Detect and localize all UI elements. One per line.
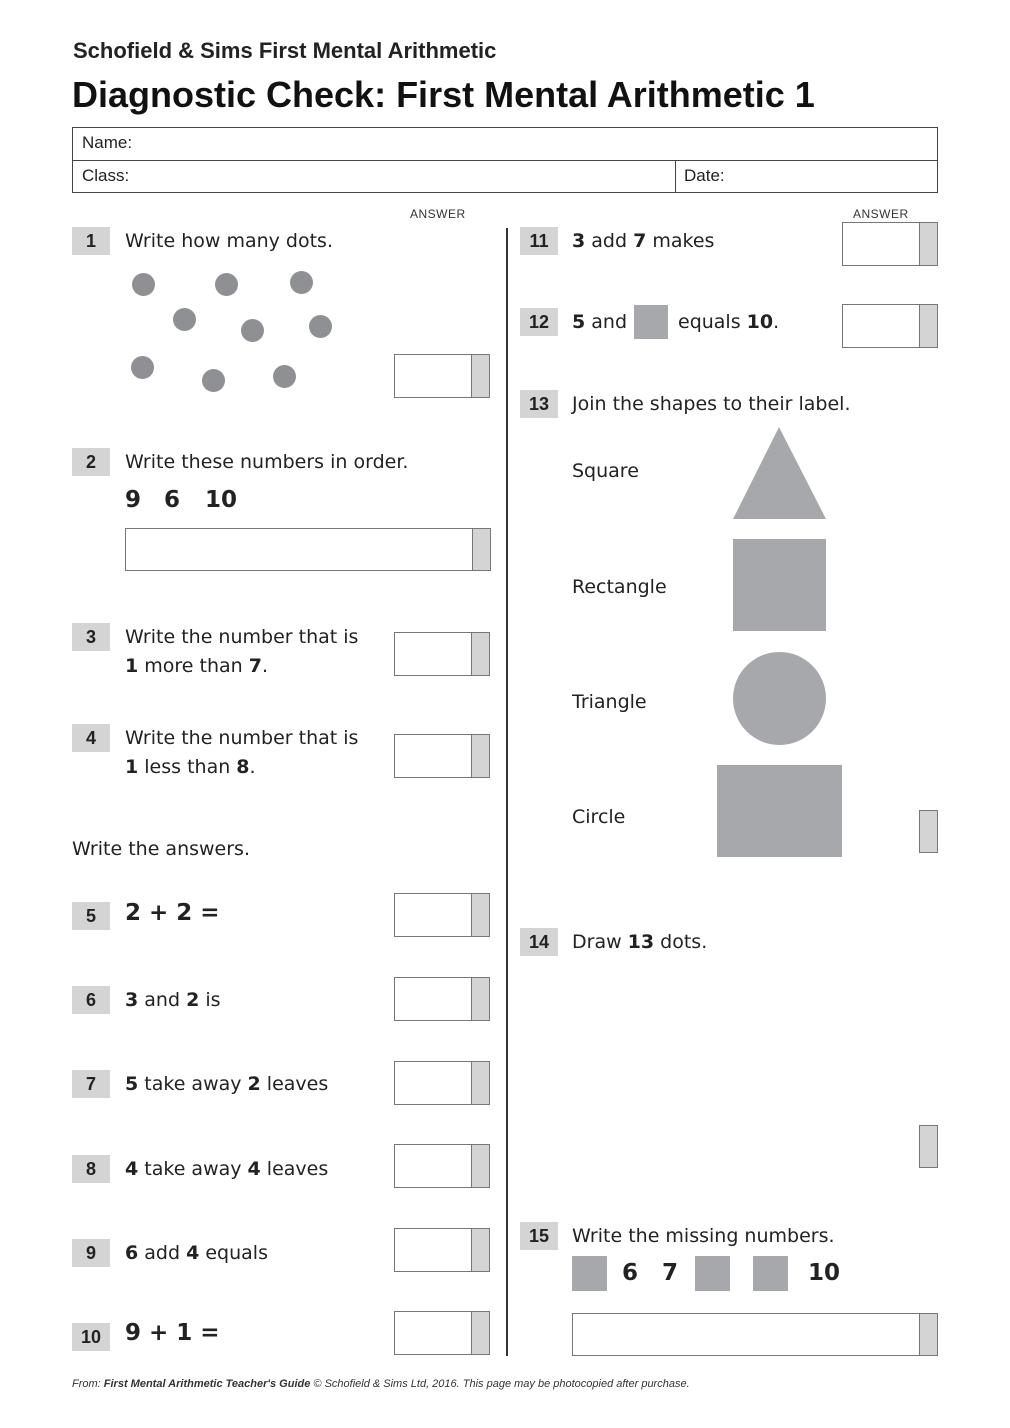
shape-label-triangle[interactable]: Triangle <box>572 691 647 713</box>
question-number: 6 <box>72 986 110 1014</box>
drawing-area[interactable] <box>572 965 902 1165</box>
question-number: 4 <box>72 724 110 752</box>
question-number: 12 <box>520 308 558 336</box>
question-number: 9 <box>72 1239 110 1267</box>
missing-number-square <box>753 1256 788 1291</box>
column-divider <box>506 228 508 1356</box>
dot <box>273 365 296 388</box>
shape-label-circle[interactable]: Circle <box>572 806 626 828</box>
answer-box[interactable] <box>394 893 490 937</box>
question-number: 5 <box>72 902 110 930</box>
page-title: Diagnostic Check: First Mental Arithmetic 1 <box>72 74 815 115</box>
answer-box[interactable] <box>394 977 490 1021</box>
question-number: 3 <box>72 623 110 651</box>
answer-box[interactable] <box>842 304 938 348</box>
footer-text: From: First Mental Arithmetic Teacher's Guide © Schofield & Sims Ltd, 2016. This page may be photocopied after purchase. <box>72 1378 690 1390</box>
circle-shape[interactable] <box>733 652 826 745</box>
answer-box[interactable] <box>394 734 490 778</box>
answer-header-right: ANSWER <box>853 207 909 221</box>
mark-tab <box>919 1125 938 1168</box>
answer-box[interactable] <box>394 1144 490 1188</box>
name-label: Name: <box>82 133 133 152</box>
question-text: Draw 13 dots. <box>572 931 708 953</box>
question-expression: 9 + 1 = <box>125 1320 220 1346</box>
triangle-shape[interactable] <box>732 426 827 520</box>
question-text: 5 and <box>572 311 628 333</box>
answer-box[interactable] <box>394 354 490 398</box>
sequence-number: 7 <box>662 1260 679 1286</box>
question-number: 10 <box>72 1323 110 1351</box>
question-text: 3 add 7 makes <box>572 230 715 252</box>
mark-tab <box>471 355 489 397</box>
dot <box>215 273 238 296</box>
answer-box[interactable] <box>394 1061 490 1105</box>
date-label: Date: <box>684 166 725 185</box>
rectangle-shape[interactable] <box>717 765 842 857</box>
mark-tab <box>919 305 937 347</box>
dot <box>131 356 154 379</box>
dot <box>241 319 264 342</box>
wide-answer-box[interactable] <box>572 1313 938 1356</box>
question-text: Write the number that is 1 less than 8. <box>125 727 359 778</box>
shape-label-rectangle[interactable]: Rectangle <box>572 576 667 598</box>
question-text: Write how many dots. <box>125 230 333 252</box>
instruction-text: Write the answers. <box>72 838 250 860</box>
mark-tab <box>472 529 490 570</box>
mark-tab <box>471 1229 489 1271</box>
mark-tab <box>471 1062 489 1104</box>
question-number: 8 <box>72 1155 110 1183</box>
question-text: Write these numbers in order. <box>125 451 409 473</box>
question-number: 15 <box>520 1222 558 1250</box>
question-number: 13 <box>520 390 558 418</box>
mark-tab <box>919 810 938 853</box>
class-label: Class: <box>82 166 130 185</box>
question-number: 14 <box>520 928 558 956</box>
question-text: 6 add 4 equals <box>125 1242 268 1264</box>
student-info-box <box>72 127 938 193</box>
sequence-number: 10 <box>808 1260 841 1286</box>
mark-tab <box>919 223 937 265</box>
question-text: Write the missing numbers. <box>572 1225 835 1247</box>
dot <box>132 273 155 296</box>
answer-box[interactable] <box>394 1228 490 1272</box>
question-text: 3 and 2 is <box>125 989 221 1011</box>
name-row[interactable] <box>73 128 937 161</box>
question-text: Join the shapes to their label. <box>572 393 851 415</box>
answer-header-left: ANSWER <box>410 207 466 221</box>
mark-tab <box>471 633 489 675</box>
mark-tab <box>471 894 489 936</box>
question-number: 1 <box>72 227 110 255</box>
answer-box[interactable] <box>394 632 490 676</box>
mark-tab <box>471 735 489 777</box>
missing-number-square <box>634 305 668 339</box>
question-text-continued: equals 10. <box>678 311 780 333</box>
dot <box>290 271 313 294</box>
info-divider <box>675 160 676 193</box>
sequence-number: 6 <box>622 1260 639 1286</box>
mark-tab <box>471 1145 489 1187</box>
answer-box[interactable] <box>394 1311 490 1355</box>
missing-number-square <box>572 1256 607 1291</box>
question-text: 4 take away 4 leaves <box>125 1158 329 1180</box>
wide-answer-box[interactable] <box>125 528 491 571</box>
dot <box>202 369 225 392</box>
series-title: Schofield & Sims First Mental Arithmetic <box>73 38 497 63</box>
missing-number-square <box>695 1256 730 1291</box>
dot <box>309 315 332 338</box>
shape-label-square[interactable]: Square <box>572 460 639 482</box>
question-number: 11 <box>520 227 558 255</box>
answer-box[interactable] <box>842 222 938 266</box>
mark-tab <box>471 978 489 1020</box>
order-number: 6 <box>164 487 181 513</box>
question-expression: 2 + 2 = <box>125 900 220 926</box>
question-number: 7 <box>72 1070 110 1098</box>
order-number: 9 <box>125 487 142 513</box>
question-number: 2 <box>72 448 110 476</box>
mark-tab <box>919 1314 937 1355</box>
dot <box>173 308 196 331</box>
question-text: Write the number that is 1 more than 7. <box>125 626 359 677</box>
mark-tab <box>471 1312 489 1354</box>
square-shape[interactable] <box>733 539 826 631</box>
question-text: 5 take away 2 leaves <box>125 1073 329 1095</box>
order-number: 10 <box>205 487 238 513</box>
